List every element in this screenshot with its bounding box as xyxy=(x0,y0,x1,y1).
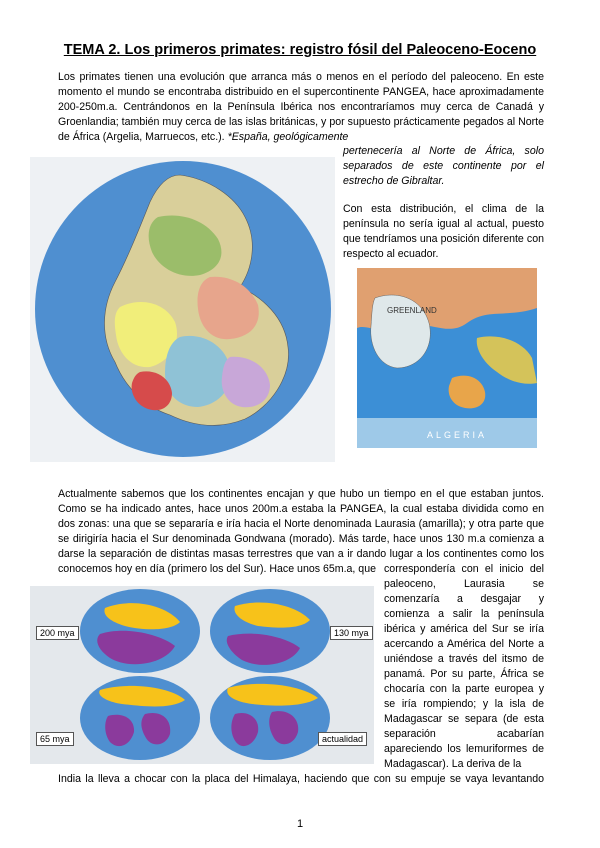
globe-65-mya xyxy=(80,676,200,760)
globe-label-65: 65 mya xyxy=(36,732,74,746)
intro-paragraph xyxy=(58,70,544,145)
globe-label-130: 130 mya xyxy=(330,626,373,640)
drift-end-line: India la lleva a chocar con la placa del Himalaya, haciendo que con su empuje se vaya levantando xyxy=(58,773,544,785)
page-title: TEMA 2. Los primeros primates: registro fósil del Paleoceno-Eoceno xyxy=(63,42,537,58)
page-number: 1 xyxy=(296,818,304,830)
algeria-label: ALGERIA xyxy=(427,430,488,440)
intro-note-start: *España, geológicamente xyxy=(227,131,349,143)
globe-label-200: 200 mya xyxy=(36,626,79,640)
globe-actualidad xyxy=(210,676,330,760)
iberia-detail-map xyxy=(357,268,537,448)
greenland-label: GREENLAND xyxy=(387,306,437,315)
climate-paragraph: Con esta distribución, el clima de la península no sería igual al actual, puesto que tendríamos una posición diferente con respecto al ecuador. xyxy=(343,203,544,260)
globe-label-actualidad: actualidad xyxy=(318,732,367,746)
note-paragraph: pertenecería al Norte de África, solo separados de este continente por el estrecho de Gibraltar. xyxy=(343,145,544,187)
drift-side-paragraph: correspondería con el inicio del paleoceno, Laurasia se comenzaría a desgajar y comienza a salir la península ibérica y américa del Sur se iría acercando a América del Norte a uniéndose a través del itsmo de panamá. Por su parte, África se chocaría con la parte europea y se iría rompiendo; y la isla de Madagascar se separa (de esta separación acabarían apareciendo los lemuriformes de Madagascar). La deriva de la xyxy=(384,563,544,770)
pangea-globe-figure xyxy=(30,157,335,462)
intro-text: Los primates tienen una evolución que arranca más o menos en el período del paleoceno. En este momento el mundo se encontraba distribuido en el supercontinente PANGEA, hace aproximadamente 200-250m.a. Centrándonos en la Península Ibérica nos encontraríamos muy cerca de Canadá y Groenlandia; también muy cerca de las islas británicas, y por supuesto prácticamente pegados al Norte de África (Argelia, Marruecos, etc.). xyxy=(58,71,544,143)
globe-200-mya xyxy=(80,589,200,673)
continental-drift-figure xyxy=(30,586,374,764)
drift-paragraph: Actualmente sabemos que los continentes encajan y que hubo un tiempo en el que estaban juntos. Como se ha indicado antes, hace unos 200m.a estaba la PANGEA, la cual estaba dividida como en dos zonas: una que se separaría e iría hacia el Norte denominada Laurasia (amarilla); y otra parte que se dirigiría hacia el Sur denominada Gondwana (morado). Más tarde, hace unos 130 m.a comienza a darse la separación de distintas masas terrestres que van a ir dando lugar a los continentes como los conocemos hoy en día (primero los del Sur). Hace unos 65m.a, que xyxy=(58,488,544,575)
globe-130-mya xyxy=(210,589,330,673)
